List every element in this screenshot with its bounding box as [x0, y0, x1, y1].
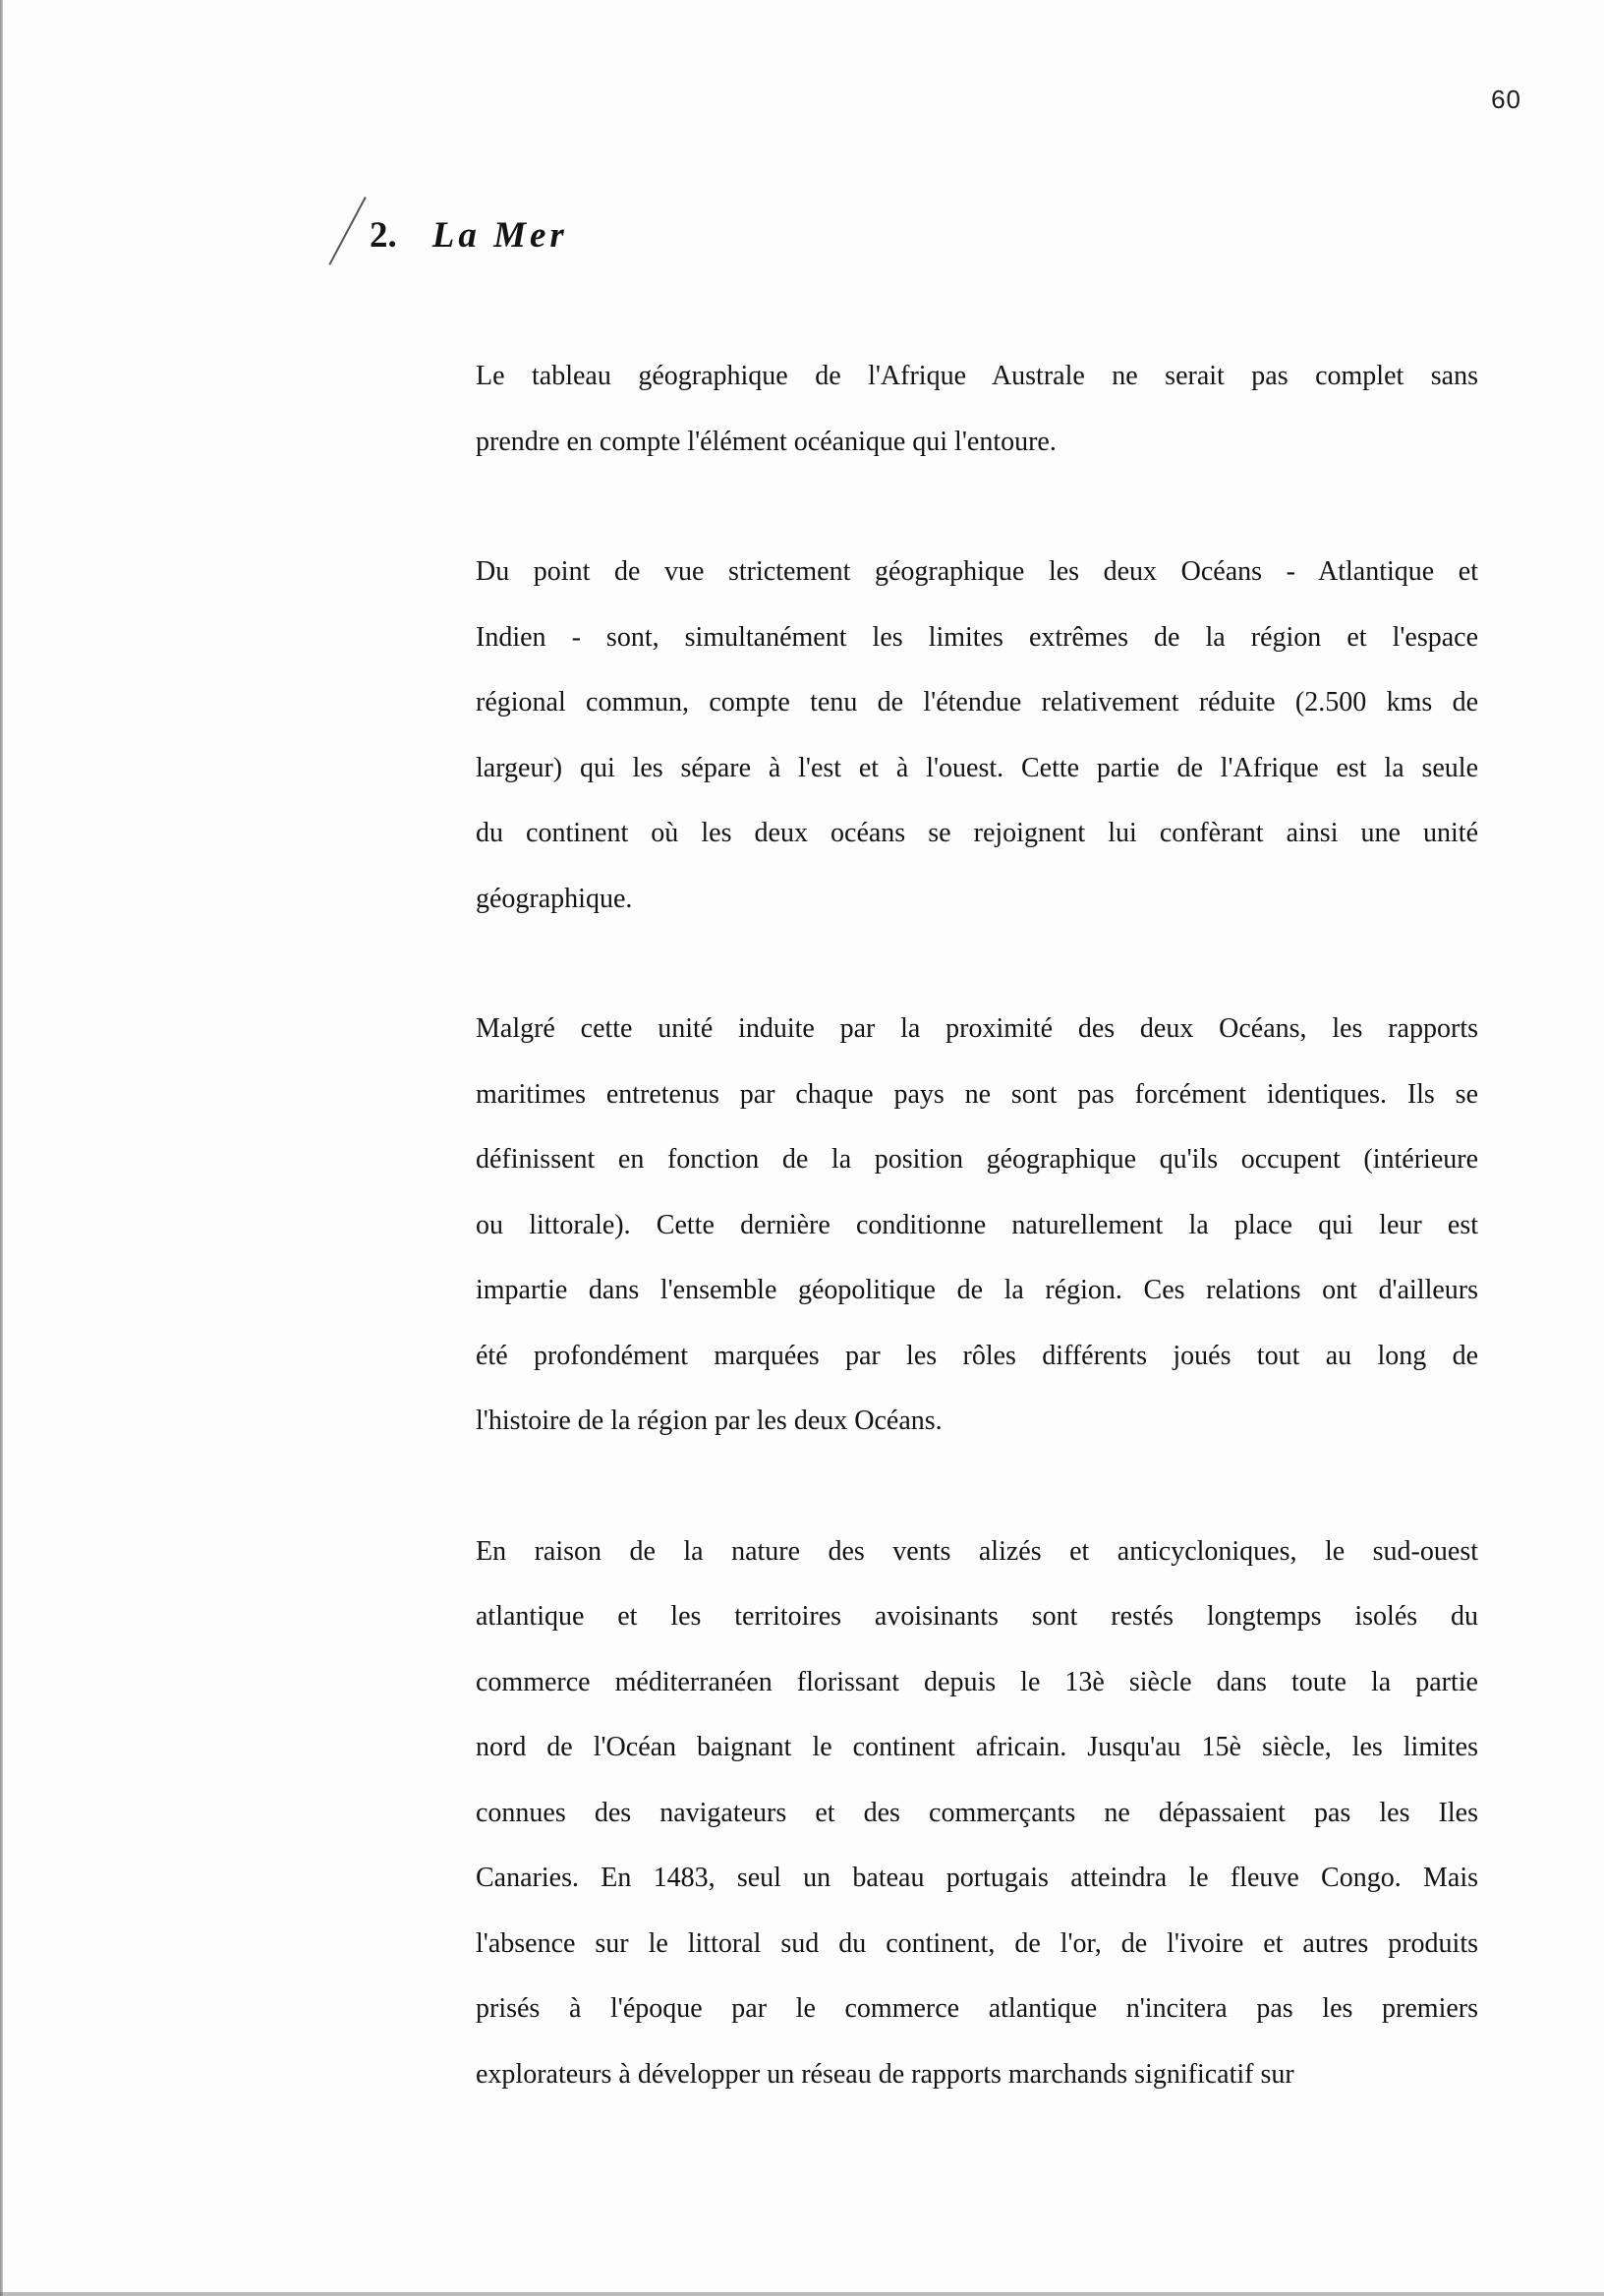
scan-left-edge [0, 0, 3, 2296]
scan-bottom-edge [0, 2292, 1604, 2296]
paragraph-line: l'histoire de la région par les deux Océans. [476, 1406, 943, 1436]
paragraph-line: impartie dans l'ensemble géopolitique de la région. Ces relations ont d'ailleurs [476, 1275, 1478, 1305]
page-number: 60 [1491, 85, 1521, 114]
paragraph-line: maritimes entretenus par chaque pays ne sont pas forcément identiques. Ils se [476, 1078, 1478, 1110]
paragraph-line: Indien - sont, simultanément les limites extrêmes de la région et l'espace [476, 621, 1478, 653]
paragraph-line: Canaries. En 1483, seul un bateau portugais atteindra le fleuve Congo. Mais [476, 1863, 1478, 1893]
paragraph-line: commerce méditerranéen florissant depuis le 13è siècle dans toute la partie [476, 1666, 1478, 1697]
paragraph-line: En raison de la nature des vents alizés et anticycloniques, le sud-ouest [476, 1535, 1478, 1567]
paragraph-line: Malgré cette unité induite par la proximité des deux Océans, les rapports [476, 1013, 1478, 1044]
paragraph-line: atlantique et les territoires avoisinants sont restés longtemps isolés du [476, 1601, 1478, 1632]
paragraph-line: du continent où les deux océans se rejoignent lui confèrant ainsi une unité [476, 818, 1478, 848]
section-heading [370, 214, 568, 257]
body-text [476, 344, 1478, 2107]
paragraph-line: géographique. [476, 883, 633, 914]
paragraph-line: largeur) qui les sépare à l'est et à l'ouest. Cette partie de l'Afrique est la seule [476, 752, 1478, 783]
paragraph-line: prendre en compte l'élément océanique qui l'entoure. [476, 426, 1057, 457]
paragraph-line: l'absence sur le littoral sud du continent, de l'or, de l'ivoire et autres produits [476, 1927, 1478, 1959]
paragraph-line: ou littorale). Cette dernière conditionne naturellement la place qui leur est [476, 1209, 1478, 1240]
heading-slash-mark [328, 197, 366, 265]
section-number: 2. [370, 215, 397, 256]
paragraph-line: Du point de vue strictement géographique les deux Océans - Atlantique et [476, 556, 1478, 587]
paragraph-line: nord de l'Océan baignant le continent africain. Jusqu'au 15è siècle, les limites [476, 1732, 1478, 1762]
paragraph-line: définissent en fonction de la position géographique qu'ils occupent (intérieure [476, 1144, 1478, 1175]
paragraph-line: explorateurs à développer un réseau de rapports marchands significatif sur [476, 2058, 1294, 2090]
paragraph-line: prisés à l'époque par le commerce atlantique n'incitera pas les premiers [476, 1993, 1478, 2024]
section-title: La Mer [431, 215, 568, 256]
paragraph [476, 1520, 1478, 2108]
paragraph-line: Le tableau géographique de l'Afrique Australe ne serait pas complet sans [476, 361, 1478, 391]
paragraph-line: connues des navigateurs et des commerçants ne dépassaient pas les Iles [476, 1797, 1478, 1828]
paragraph [476, 344, 1478, 475]
paragraph [476, 997, 1478, 1455]
paragraph [476, 540, 1478, 932]
paragraph-line: été profondément marquées par les rôles différents joués tout au long de [476, 1340, 1478, 1371]
paragraph-line: régional commun, compte tenu de l'étendue relativement réduite (2.500 kms de [476, 687, 1478, 718]
